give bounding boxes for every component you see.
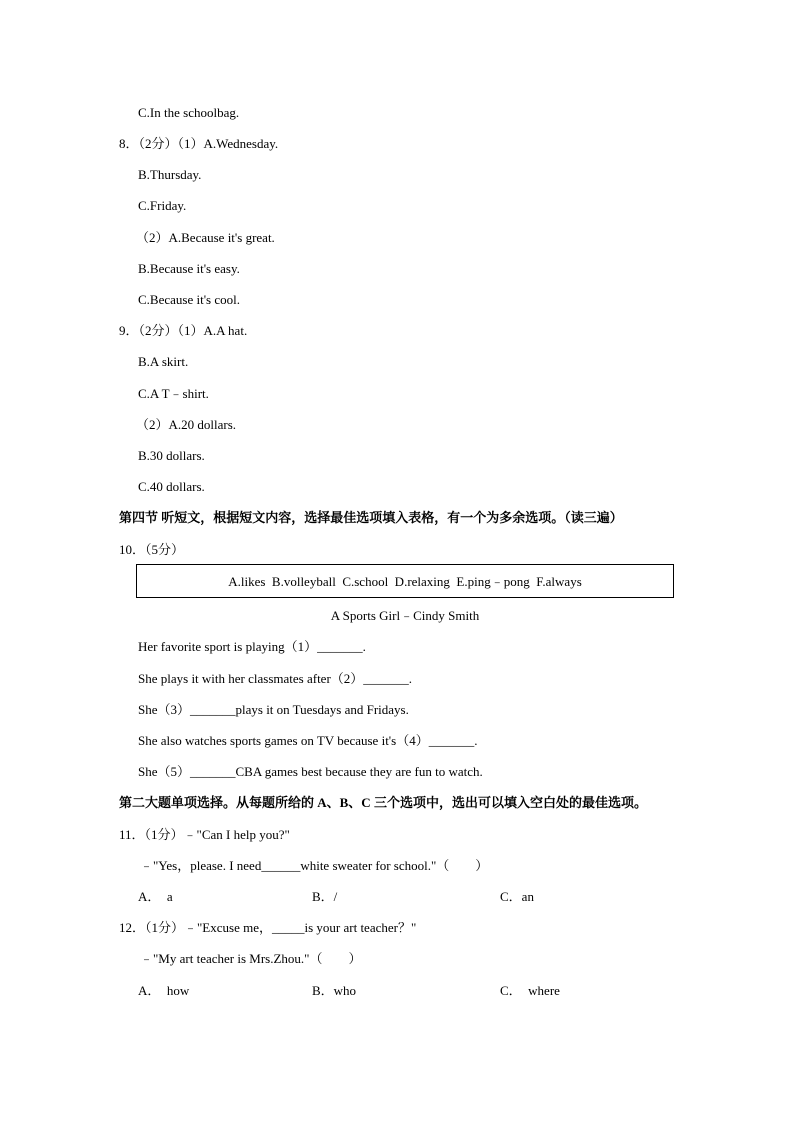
part2-instruction: 第二大题单项选择。从每题所给的 A、B、C 三个选项中，选出可以填入空白处的最佳选项。 (119, 795, 647, 810)
q11-option-a: A． a (138, 889, 173, 904)
q11-option-c: C．an (500, 889, 534, 904)
q8-part2-option-a: （2）A.Because it's great. (136, 230, 275, 245)
q9-heading: 9．（2分）（1）A.A hat. (119, 323, 248, 338)
q11-option-b: B．/ (312, 889, 338, 904)
passage-line-4: She also watches sports games on TV because it's（4）_______. (138, 733, 478, 748)
passage-line-1: Her favorite sport is playing（1）_______. (138, 639, 366, 654)
q9-option-c: C.A T﹣shirt. (138, 386, 209, 401)
q12-option-b: B．who (312, 983, 357, 998)
q8-option-c: C.Friday. (138, 198, 187, 213)
passage-title: A Sports Girl﹣Cindy Smith (330, 608, 480, 623)
q9-part2-option-a: （2）A.20 dollars. (136, 417, 237, 432)
q12-response: ﹣"My art teacher is Mrs.Zhou."（ ） (140, 951, 362, 966)
q11-response: ﹣"Yes，please. I need______white sweater for school."（ ） (140, 858, 489, 873)
q9-option-b: B.A skirt. (138, 354, 189, 369)
q11-question: 11．（1分）﹣"Can I help you?" (119, 827, 290, 842)
section4-instruction: 第四节 听短文，根据短文内容，选择最佳选项填入表格，有一个为多余选项。（读三遍） (119, 510, 623, 525)
q9-part2-option-b: B.30 dollars. (138, 448, 205, 463)
passage-line-5: She（5）_______CBA games best because they are fun to watch. (138, 764, 483, 779)
passage-line-3: She（3）_______plays it on Tuesdays and Fridays. (138, 702, 409, 717)
passage-line-2: She plays it with her classmates after（2）_______. (138, 671, 413, 686)
q7-option-c: C.In the schoolbag. (138, 105, 240, 120)
q8-part2-option-c: C.Because it's cool. (138, 292, 240, 307)
q12-question: 12．（1分）﹣"Excuse me，_____is your art teacher？" (119, 920, 417, 935)
q8-heading: 8．（2分）（1）A.Wednesday. (119, 136, 279, 151)
q9-part2-option-c: C.40 dollars. (138, 479, 205, 494)
q10-heading: 10．（5分） (119, 542, 185, 557)
q8-option-b: B.Thursday. (138, 167, 202, 182)
q12-option-c: C． where (500, 983, 560, 998)
q12-option-a: A． how (138, 983, 190, 998)
q8-part2-option-b: B.Because it's easy. (138, 261, 240, 276)
word-bank-box (136, 564, 674, 598)
word-bank-text: A.likes B.volleyball C.school D.relaxing E.ping﹣pong F.always (228, 574, 582, 589)
